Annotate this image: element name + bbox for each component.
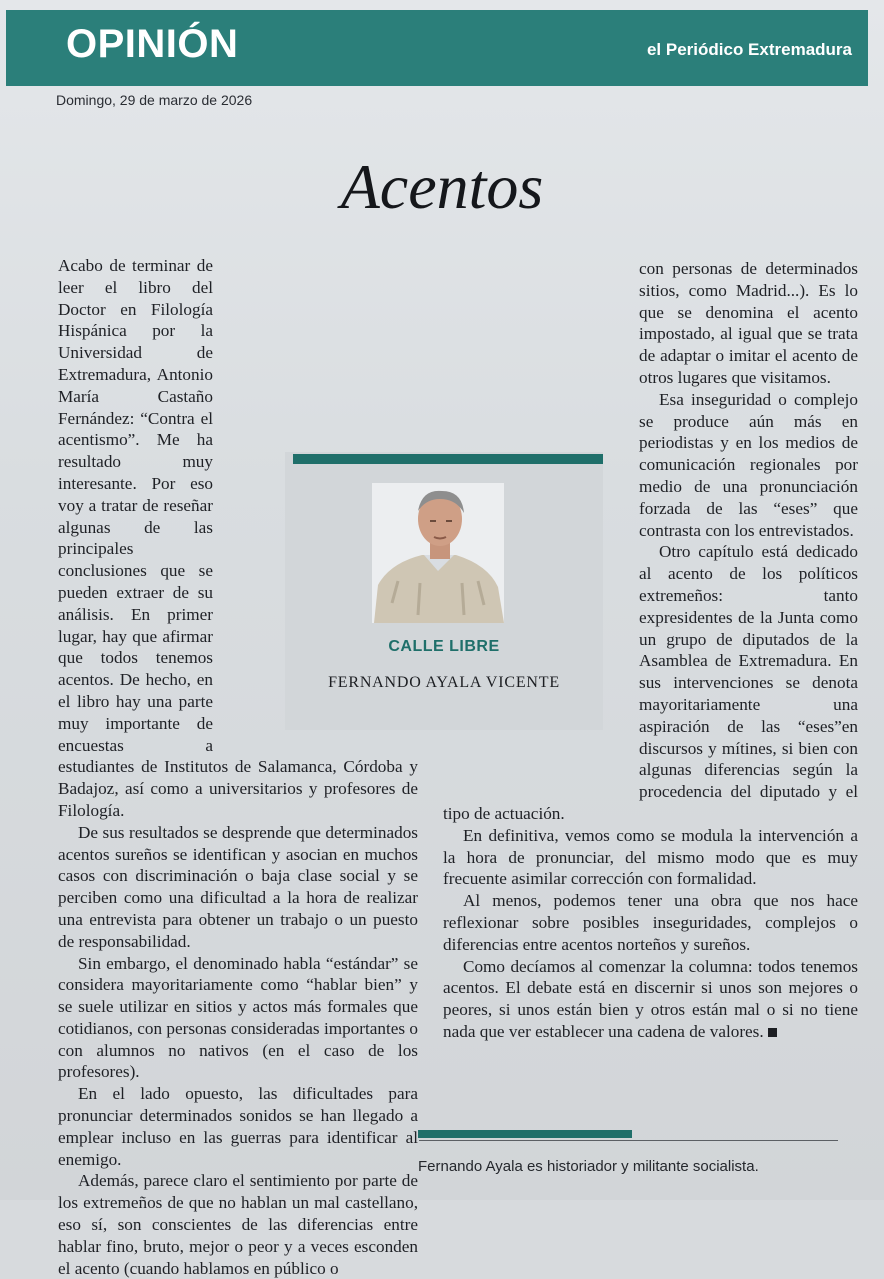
- paragraph: De sus resultados se desprende que determinados acentos sureños se identifican y asocian en muchos casos con discriminación o baja clase social y se perciben como una dificultad a la hora de realizar una entrevista para obtener un trabajo o un puesto de responsabilidad.: [58, 822, 418, 951]
- paragraph: Otro capítulo está dedicado al acento de los políticos extremeños: tanto expresidentes de la Junta como un grupo de diputados de la Asamblea de Extremadura. En sus intervenciones se denota mayoritariamente una aspiración de las “eses”en discursos y mítines, si bien con algunas diferencias según la procedencia del diputado y el tipo de actuación.: [443, 542, 858, 823]
- end-square-icon: [768, 1028, 777, 1037]
- publication-name: el Periódico Extremadura: [646, 40, 852, 59]
- paragraph: En el lado opuesto, las dificultades para pronunciar determinados sonidos se han llegado a emplear incluso en las guerras para identificar al enemigo.: [58, 1084, 418, 1169]
- paragraph: [443, 956, 858, 1043]
- paragraph-text: Como decíamos al comenzar la columna: todos tenemos acentos. El debate está en discernir si unos son mejores o peores, si unos están bien y otros están mal o si no tiene nada que ver establecer una cadena de valores.: [443, 956, 858, 1041]
- article-headline: Acentos: [340, 151, 544, 222]
- author-bio: Fernando Ayala es historiador y militante socialista.: [418, 1158, 759, 1175]
- author-photo-illustration: [372, 483, 504, 623]
- article-column-left: [58, 255, 418, 1279]
- publication-date: Domingo, 29 de marzo de 2026: [56, 92, 253, 108]
- author-name: FERNANDO AYALA VICENTE: [328, 674, 560, 691]
- paragraph: Esa inseguridad o complejo se produce aún más en periodistas y en los medios de comunicación regionales por medio de una pronunciación forzada de las “eses” que contrasta con los entrevistados.: [639, 389, 858, 540]
- paragraph: En definitiva, vemos como se modula la intervención a la hora de pronunciar, del mismo modo que es muy frecuente asimilar corrección con formalidad.: [443, 825, 858, 889]
- footer-divider: [419, 1140, 838, 1141]
- paragraph: Al menos, podemos tener una obra que nos hace reflexionar sobre posibles inseguridades, complejos o diferencias entre acentos norteños y sureños.: [443, 891, 858, 954]
- section-title: OPINIÓN: [66, 22, 239, 66]
- author-box-rule: [293, 454, 603, 464]
- paragraph: Acabo de terminar de leer el libro del Doctor en Filología Hispánica por la Universidad de Extremadura, Antonio María Castaño Fernández: “Contra el acentismo”. Me ha resultado muy interesante. Por eso voy a tratar de reseñar algunas de las principales conclusiones que se pueden extraer de su análisis. En primer lugar, hay que afirmar que todos tenemos acentos. De hecho, en el libro hay una parte muy importante de encuestas a estudiantes de Institutos de Salamanca, Córdoba y Badajoz, así como a universitarios y profesores de Filología.: [58, 256, 418, 820]
- footer-rule: [418, 1130, 632, 1138]
- author-photo: [372, 483, 504, 623]
- column-name: CALLE LIBRE: [388, 638, 500, 655]
- paragraph: Además, parece claro el sentimiento por parte de los extremeños de que no hablan un mal castellano, eso sí, son conscientes de las diferencias entre hablar fino, bruto, mejor o peor y a veces esconden el acento (cuando hablamos en público o: [58, 1171, 418, 1278]
- paragraph: con personas de determinados sitios, como Madrid...). Es lo que se denomina el acento impostado, al igual que se trata de adaptar o imitar el acento de otros lugares que visitamos.: [639, 259, 858, 387]
- paragraph: Sin embargo, el denominado habla “estándar” se considera mayoritariamente como “hablar bien” y se suele utilizar en sitios y actos más formales que cotidianos, con personas consideradas importantes o con alumnos no nativos (en el caso de los profesores).: [58, 953, 418, 1082]
